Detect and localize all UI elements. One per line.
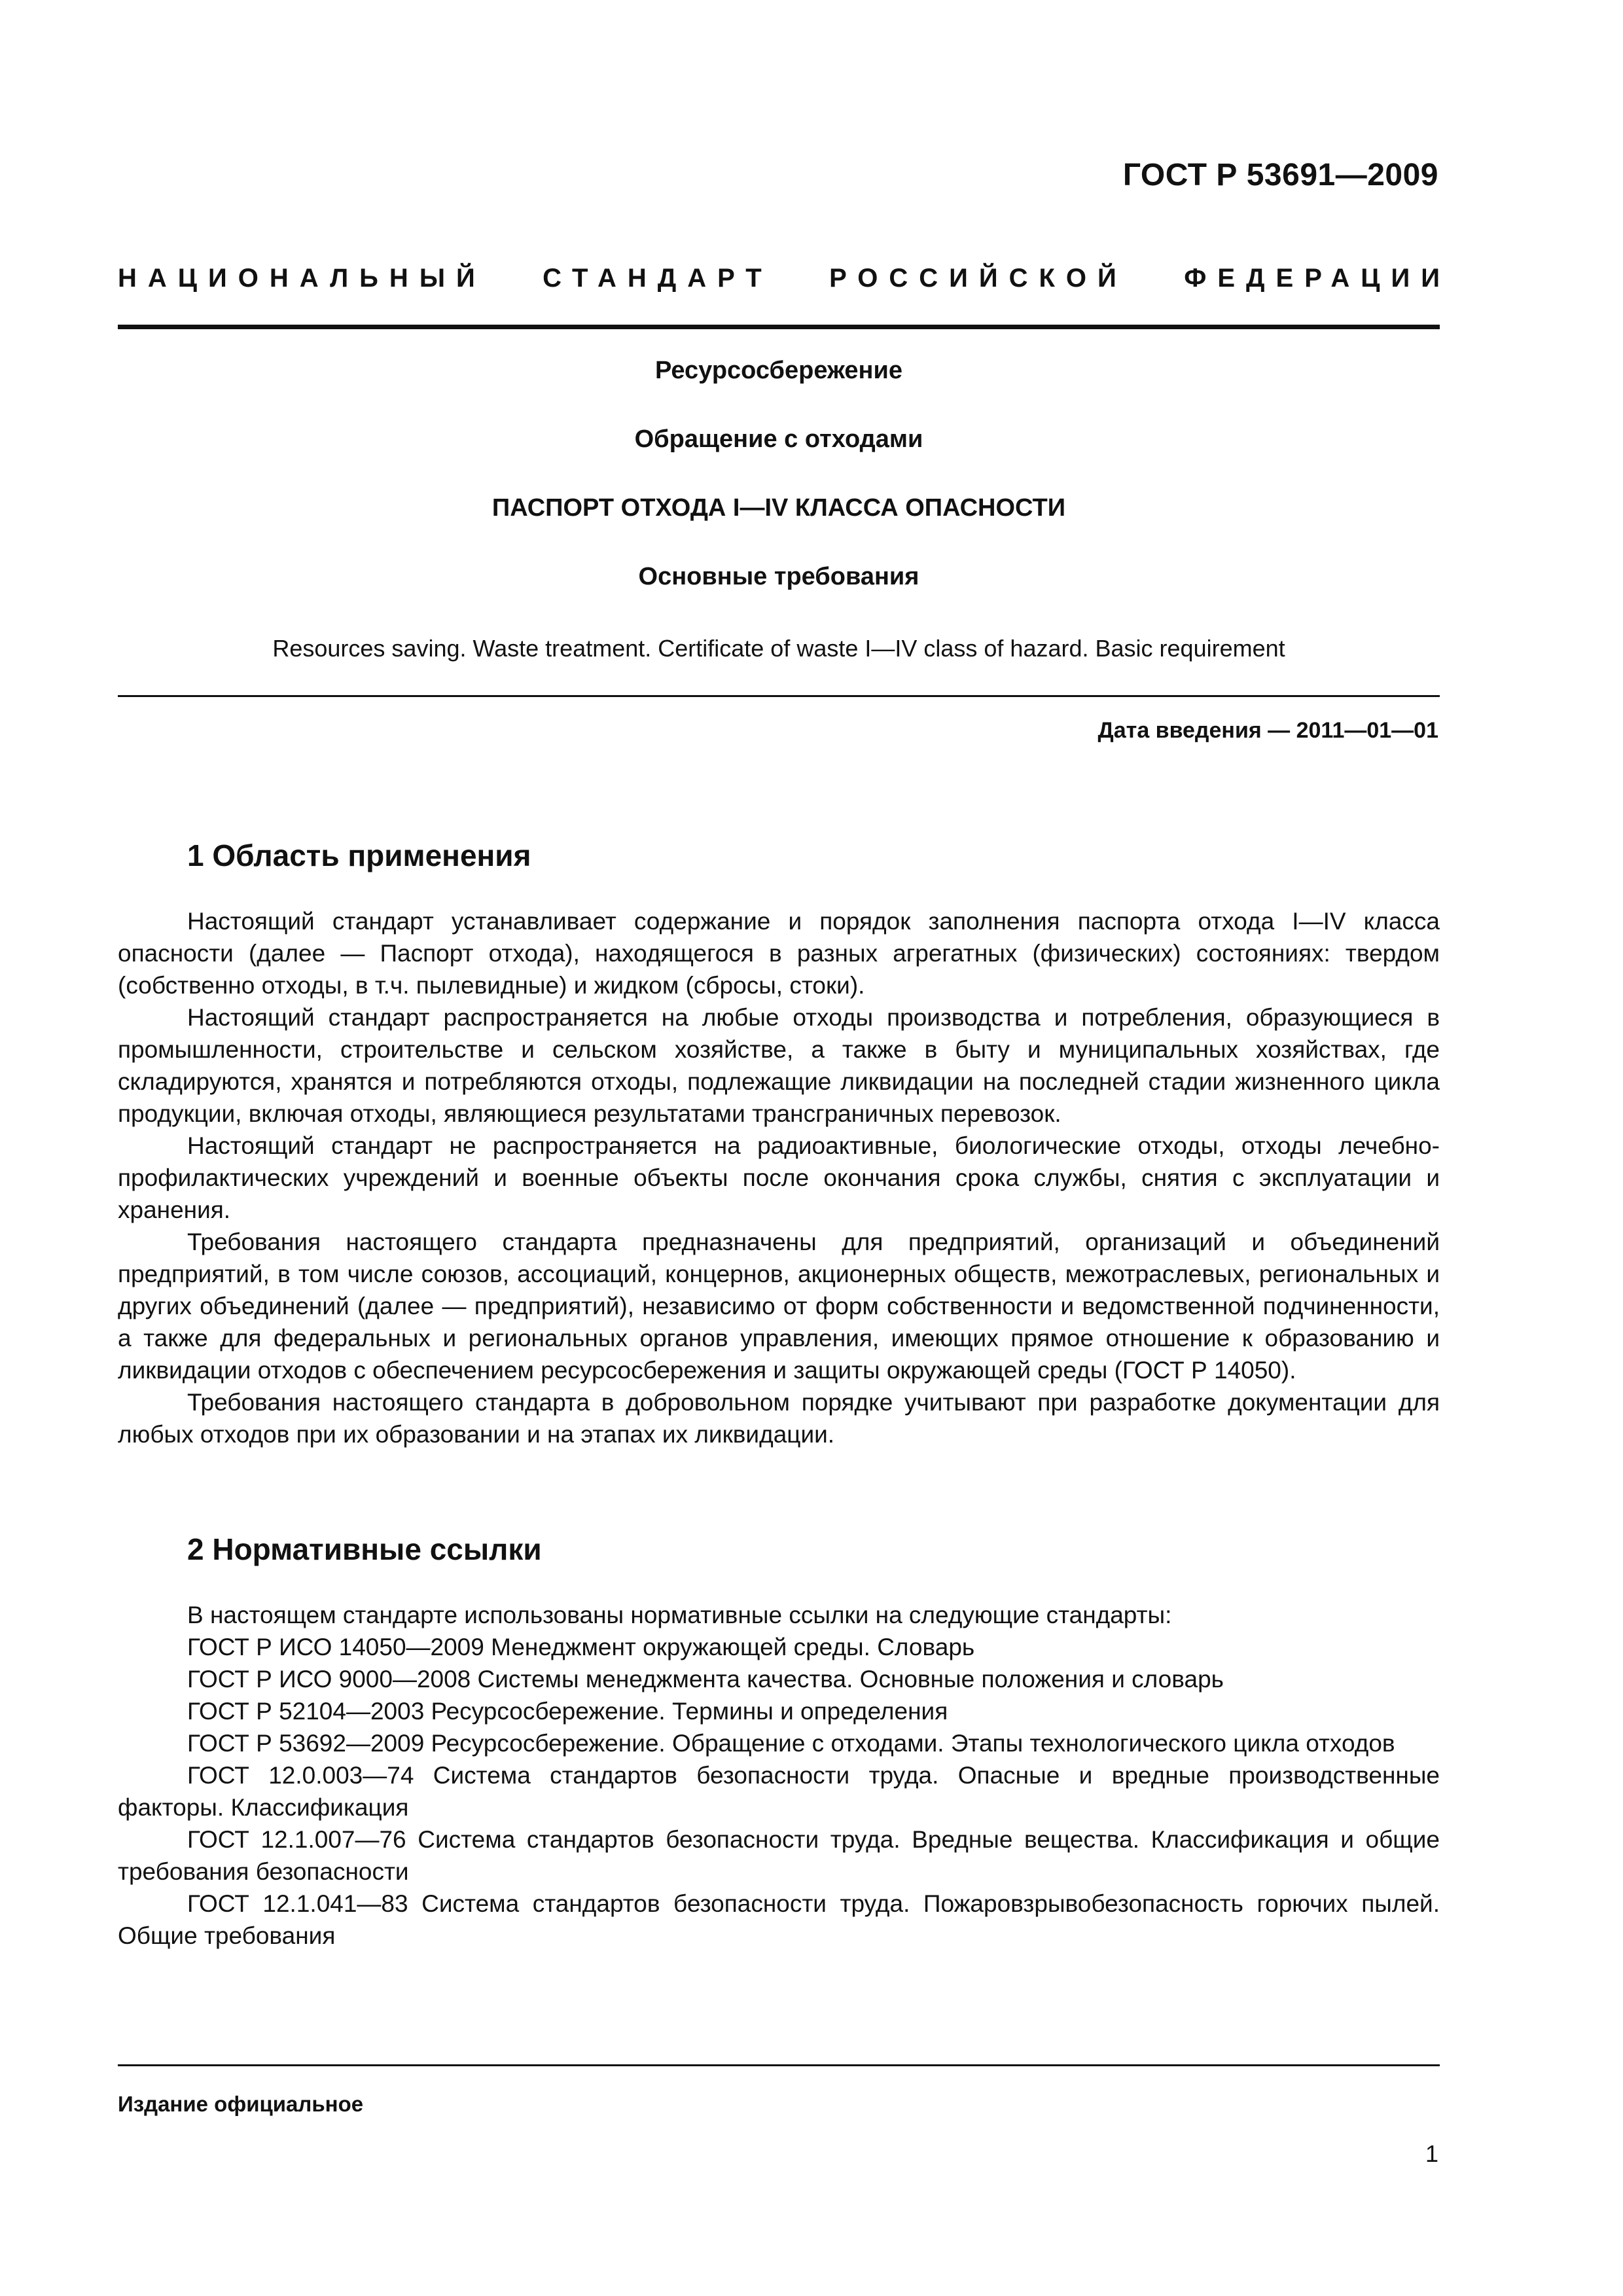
references-intro: В настоящем стандарте использованы нормативные ссылки на следующие стандарты: — [187, 1602, 1172, 1628]
paragraph: Требования настоящего стандарта предназначены для предприятий, организаций и объединений предприятий, в том числе союзов, ассоциаций, концернов, акционерных обществ, межотраслевых, региональных и других объединений (далее — предприятий), независимо от форм собственности и ведомственной подчиненности, а также для федеральных и региональных органов управления, имеющих прямое отношение к образованию и ликвидации отходов с обеспечением ресурсосбережения и защиты окружающей среды (ГОСТ Р 14050). — [118, 1229, 1440, 1384]
english-title: Resources saving. Waste treatment. Certificate of waste I—IV class of hazard. Basic requirement — [272, 635, 1285, 662]
paragraph: Требования настоящего стандарта в добровольном порядке учитывают при разработке документации для любых отходов при их образовании и на этапах их ликвидации. — [118, 1389, 1440, 1448]
paragraph: Настоящий стандарт не распространяется на радиоактивные, биологические отходы, отходы лечебно-профилактических учреждений и военные объекты после окончания срока службы, снятия с эксплуатации и хранения. — [118, 1132, 1440, 1223]
edition-label: Издание официальное — [118, 2092, 364, 2116]
section-2-body — [118, 1599, 1440, 1952]
banner-word: НАЦИОНАЛЬНЫЙ — [118, 264, 486, 293]
document-title: ПАСПОРТ ОТХОДА I—IV КЛАССА ОПАСНОСТИ — [491, 494, 1066, 522]
reference-item: ГОСТ 12.1.007—76 Система стандартов безопасности труда. Вредные вещества. Классификация и общие требования безопасности — [118, 1826, 1440, 1885]
footer-divider — [118, 2064, 1440, 2066]
reference-item: ГОСТ 12.0.003—74 Система стандартов безопасности труда. Опасные и вредные производственные факторы. Классификация — [118, 1762, 1440, 1821]
title-line-1: Ресурсосбережение — [655, 357, 902, 384]
title-divider — [118, 695, 1440, 697]
title-line-2: Обращение с отходами — [634, 425, 923, 453]
document-number: ГОСТ Р 53691—2009 — [1122, 158, 1438, 192]
banner-word: РОССИЙСКОЙ — [829, 264, 1128, 293]
section-1-heading: 1 Область применения — [187, 838, 531, 872]
reference-item: ГОСТ Р 52104—2003 Ресурсосбережение. Термины и определения — [187, 1698, 948, 1725]
introduction-date: Дата введения — 2011—01—01 — [1097, 718, 1438, 743]
section-2-heading: 2 Нормативные ссылки — [187, 1532, 542, 1566]
header-divider — [118, 325, 1440, 329]
national-standard-banner — [118, 264, 1451, 293]
paragraph: Настоящий стандарт распространяется на любые отходы производства и потребления, образующиеся в промышленности, строительстве и сельском хозяйстве, а также в быту и муниципальных хозяйствах, где складируются, хранятся и потребляются отходы, подлежащие ликвидации на последней стадии жизненного цикла продукции, включая отходы, являющиеся результатами трансграничных перевозок. — [118, 1004, 1440, 1127]
section-1-body — [118, 905, 1440, 1450]
paragraph: Настоящий стандарт устанавливает содержание и порядок заполнения паспорта отхода I—IV класса опасности (далее — Паспорт отхода), находящегося в разных агрегатных (физических) состояниях: твердом (собственно отходы, в т.ч. пылевидные) и жидком (сбросы, стоки). — [118, 908, 1440, 999]
reference-item: ГОСТ Р ИСО 14050—2009 Менеджмент окружающей среды. Словарь — [187, 1634, 975, 1660]
title-line-4: Основные требования — [638, 563, 919, 590]
reference-item: ГОСТ Р 53692—2009 Ресурсосбережение. Обращение с отходами. Этапы технологического цикла отходов — [187, 1730, 1395, 1757]
banner-word: СТАНДАРТ — [543, 264, 773, 293]
reference-item: ГОСТ Р ИСО 9000—2008 Системы менеджмента качества. Основные положения и словарь — [187, 1666, 1224, 1693]
banner-word: ФЕДЕРАЦИИ — [1184, 264, 1451, 293]
reference-item: ГОСТ 12.1.041—83 Система стандартов безопасности труда. Пожаровзрывобезопасность горючих пылей. Общие требования — [118, 1890, 1440, 1949]
page-number: 1 — [1425, 2140, 1438, 2167]
